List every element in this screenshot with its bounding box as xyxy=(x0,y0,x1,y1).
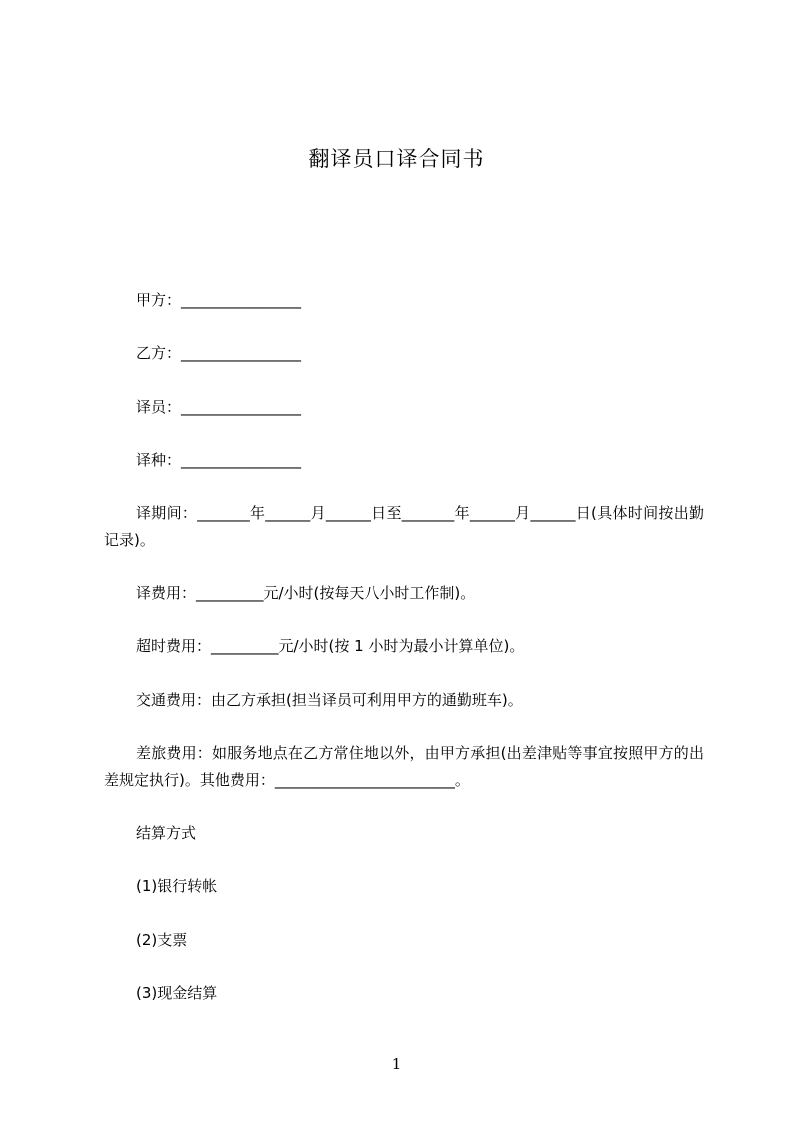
page-number: 1 xyxy=(391,1055,402,1073)
transport-clause: 交通费用：由乙方承担(担当译员可利用甲方的通勤班车)。 xyxy=(136,691,523,709)
settlement-heading: 结算方式 xyxy=(136,824,197,842)
page-title: 翻译员口译合同书 xyxy=(308,147,485,171)
travel-clause: 差旅费用：如服务地点在乙方常住地以外，由甲方承担(出差津贴等事宜按照甲方的出差规定执行)。其他费用：________________________。 xyxy=(104,744,704,789)
overtime-clause: 超时费用：_________元/小时(按 1 小时为最小计算单位)。 xyxy=(136,637,525,655)
fee-clause: 译费用：_________元/小时(按每天八小时工作制)。 xyxy=(136,584,476,602)
party-a-field: 甲方：________________ xyxy=(136,291,302,309)
settlement-option: (3)现金结算 xyxy=(136,984,218,1002)
settlement-option: (1)银行转帐 xyxy=(136,877,218,895)
settlement-option: (2)支票 xyxy=(136,931,188,949)
period-clause: 译期间：_______年______月______日至_______年______月______日(具体时间按出勤记录)。 xyxy=(104,504,704,549)
language-field: 译种：________________ xyxy=(136,451,302,469)
interpreter-field: 译员：________________ xyxy=(136,398,302,416)
party-b-field: 乙方：________________ xyxy=(136,344,302,362)
